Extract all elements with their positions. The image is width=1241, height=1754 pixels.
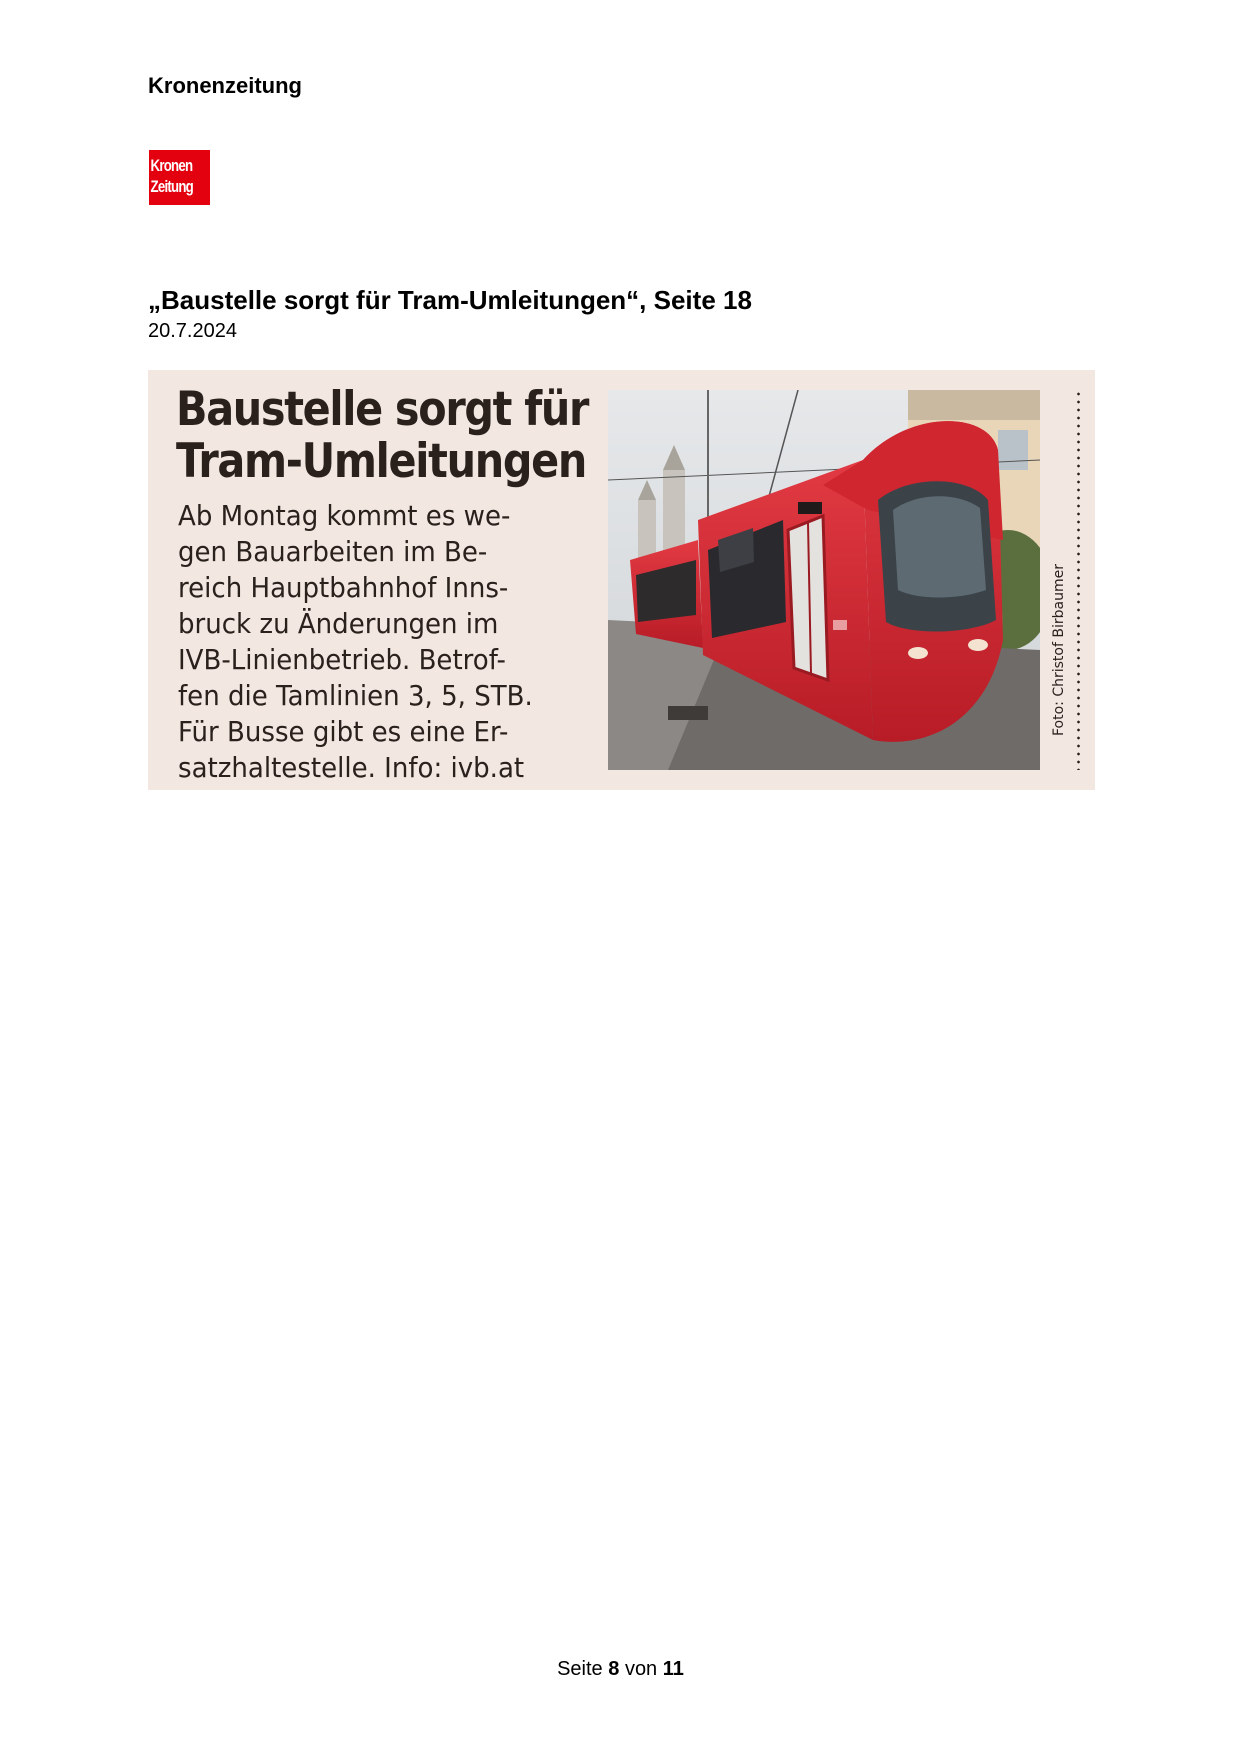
clipping-title [176, 384, 616, 488]
footer-page-total: 11 [662, 1658, 684, 1680]
article-date: 20.7.2024 [148, 320, 237, 342]
newspaper-clipping [148, 370, 1095, 790]
publication-name: Kronenzeitung [148, 73, 302, 98]
photo-credit-area [1045, 390, 1085, 770]
clipping-body-line: Für Busse gibt es eine Er- [178, 715, 509, 748]
kronen-zeitung-logo [149, 150, 210, 205]
clipping-body-line: IVB-Linienbetrieb. Betrof- [178, 643, 506, 676]
logo-line-2: Zeitung [150, 177, 193, 196]
footer-page-number: 8 [608, 1658, 620, 1680]
page-footer [0, 1658, 1241, 1681]
tram-illustration [608, 390, 1040, 770]
clipping-title-line: Tram-Umleitungen [176, 434, 586, 489]
clipping-title-line: Baustelle sorgt für [176, 382, 589, 437]
clipping-body-line: satzhaltestelle. Info: ivb.at [178, 751, 525, 784]
clipping-body-line: bruck zu Änderungen im [178, 607, 499, 640]
logo-line-1: Kronen [150, 156, 193, 175]
dotted-separator [1077, 390, 1080, 770]
footer-middle: von [624, 1658, 658, 1680]
clipping-body-line: reich Hauptbahnhof Inns- [178, 571, 509, 604]
footer-prefix: Seite [557, 1658, 603, 1680]
article-headline: „Baustelle sorgt für Tram-Umleitungen“, Seite 18 [148, 285, 752, 315]
clipping-body [178, 498, 608, 786]
photo-credit: Foto: Christof Birbaumer [1051, 564, 1067, 736]
tram-photo [608, 390, 1040, 770]
clipping-body-line: gen Bauarbeiten im Be- [178, 535, 488, 568]
clipping-body-line: Ab Montag kommt es we- [178, 499, 511, 532]
clipping-body-line: fen die Tamlinien 3, 5, STB. [178, 679, 533, 712]
